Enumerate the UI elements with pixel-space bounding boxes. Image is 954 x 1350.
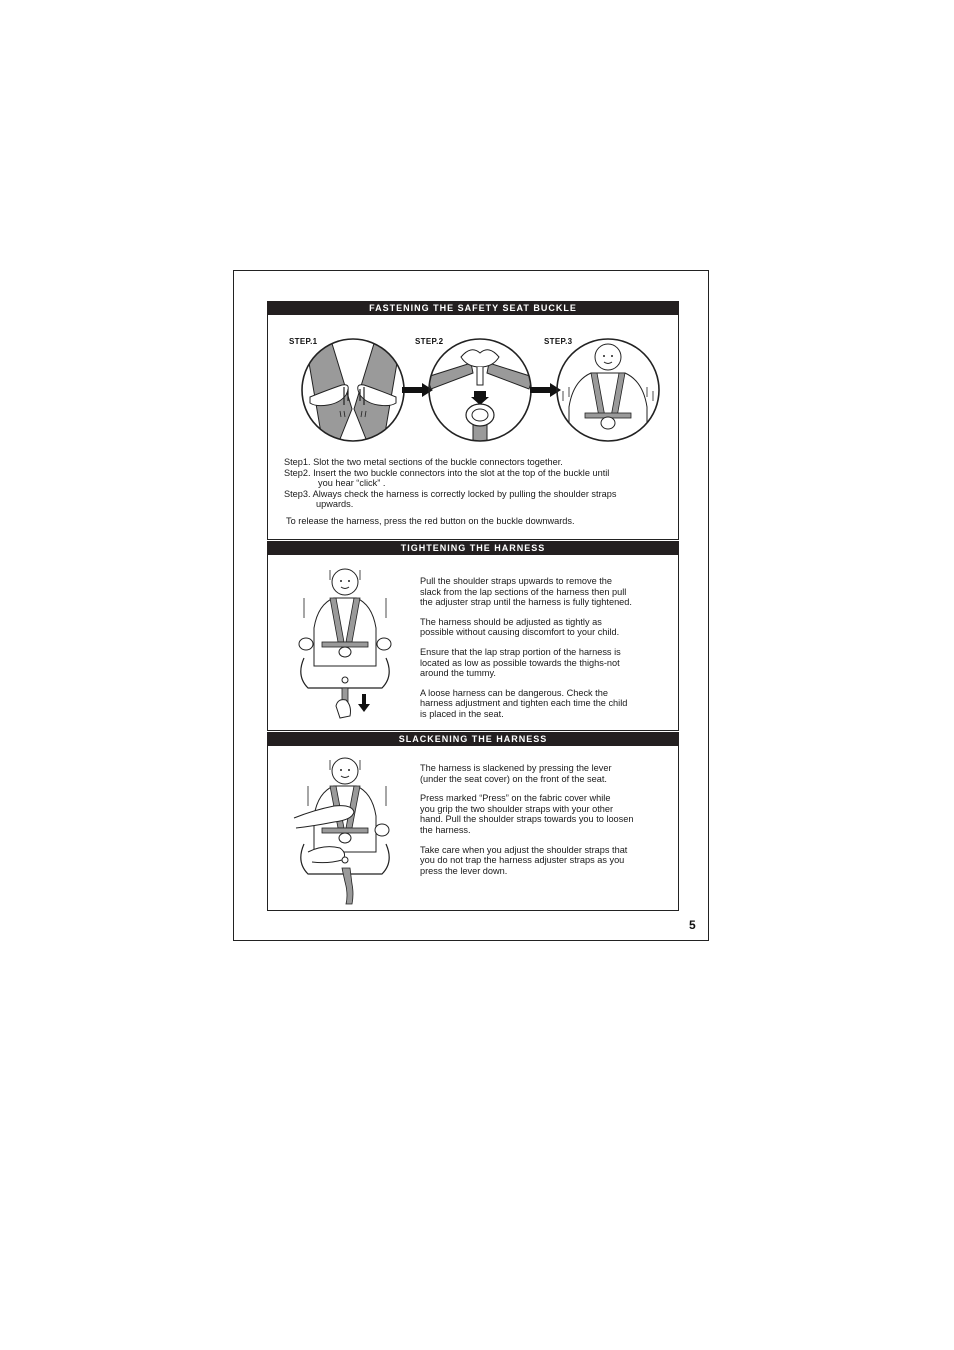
slackening-title: SLACKENING THE HARNESS (267, 732, 679, 746)
text-line: A loose harness can be dangerous. Check the (420, 687, 608, 698)
fastening-title: FASTENING THE SAFETY SEAT BUCKLE (267, 301, 679, 315)
text-line: the adjuster strap until the harness is fully tightened. (420, 597, 632, 608)
text-line: harness adjustment and tighten each time the child (420, 698, 628, 709)
step-2-text-cont: you hear “click” . (318, 478, 386, 489)
text-line: Ensure that the lap strap portion of the harness is (420, 646, 621, 657)
tightening-paragraph (420, 647, 670, 679)
page-number: 5 (689, 918, 696, 932)
slackening-text (420, 763, 670, 885)
text-line: (under the seat cover) on the front of the seat. (420, 773, 607, 784)
tightening-illustration (294, 566, 396, 726)
text-line: Take care when you adjust the shoulder straps that (420, 844, 628, 855)
text-line: slack from the lap sections of the harness then pull (420, 586, 627, 597)
text-line: press the lever down. (420, 865, 508, 876)
step-3-text: Step3. Always check the harness is correctly locked by pulling the shoulder straps (284, 488, 617, 499)
tightening-text (420, 576, 670, 729)
release-note: To release the harness, press the red button on the buckle downwards. (286, 516, 575, 526)
step-1-text: Step1. Slot the two metal sections of the buckle connectors together. (284, 457, 563, 467)
tightening-paragraph (420, 576, 670, 608)
slackening-paragraph (420, 845, 670, 877)
text-line: The harness is slackened by pressing the lever (420, 763, 612, 773)
slackening-paragraph (420, 793, 670, 835)
tightening-paragraph (420, 688, 670, 720)
text-line: The harness should be adjusted as tightly as (420, 616, 602, 627)
text-line: you do not trap the harness adjuster straps as you (420, 855, 625, 866)
text-line: the harness. (420, 824, 471, 835)
tightening-paragraph (420, 617, 670, 638)
text-line: Press marked “Press” on the fabric cover while (420, 793, 611, 804)
text-line: is placed in the seat. (420, 708, 504, 719)
text-line: hand. Pull the shoulder straps towards you to loosen (420, 814, 634, 825)
step-2-illustration (427, 337, 533, 443)
tightening-title: TIGHTENING THE HARNESS (267, 541, 679, 555)
text-line: Pull the shoulder straps upwards to remove the (420, 576, 613, 586)
text-line: possible without causing discomfort to your child. (420, 627, 620, 638)
text-line: you grip the two shoulder straps with your other (420, 803, 614, 814)
step-3-label: STEP.3 (544, 337, 573, 346)
step-2-text: Step2. Insert the two buckle connectors into the slot at the top of the buckle until (284, 467, 610, 478)
slackening-paragraph (420, 763, 670, 784)
step-2-label: STEP.2 (415, 337, 444, 346)
step-3-illustration (555, 337, 661, 443)
slackening-illustration (294, 756, 396, 906)
text-line: around the tummy. (420, 668, 496, 679)
step-1-label: STEP.1 (289, 337, 318, 346)
step-3-text-cont: upwards. (316, 499, 354, 510)
fastening-steps (284, 457, 674, 510)
step-1-illustration (300, 337, 406, 443)
text-line: located as low as possible towards the thighs-not (420, 657, 620, 668)
